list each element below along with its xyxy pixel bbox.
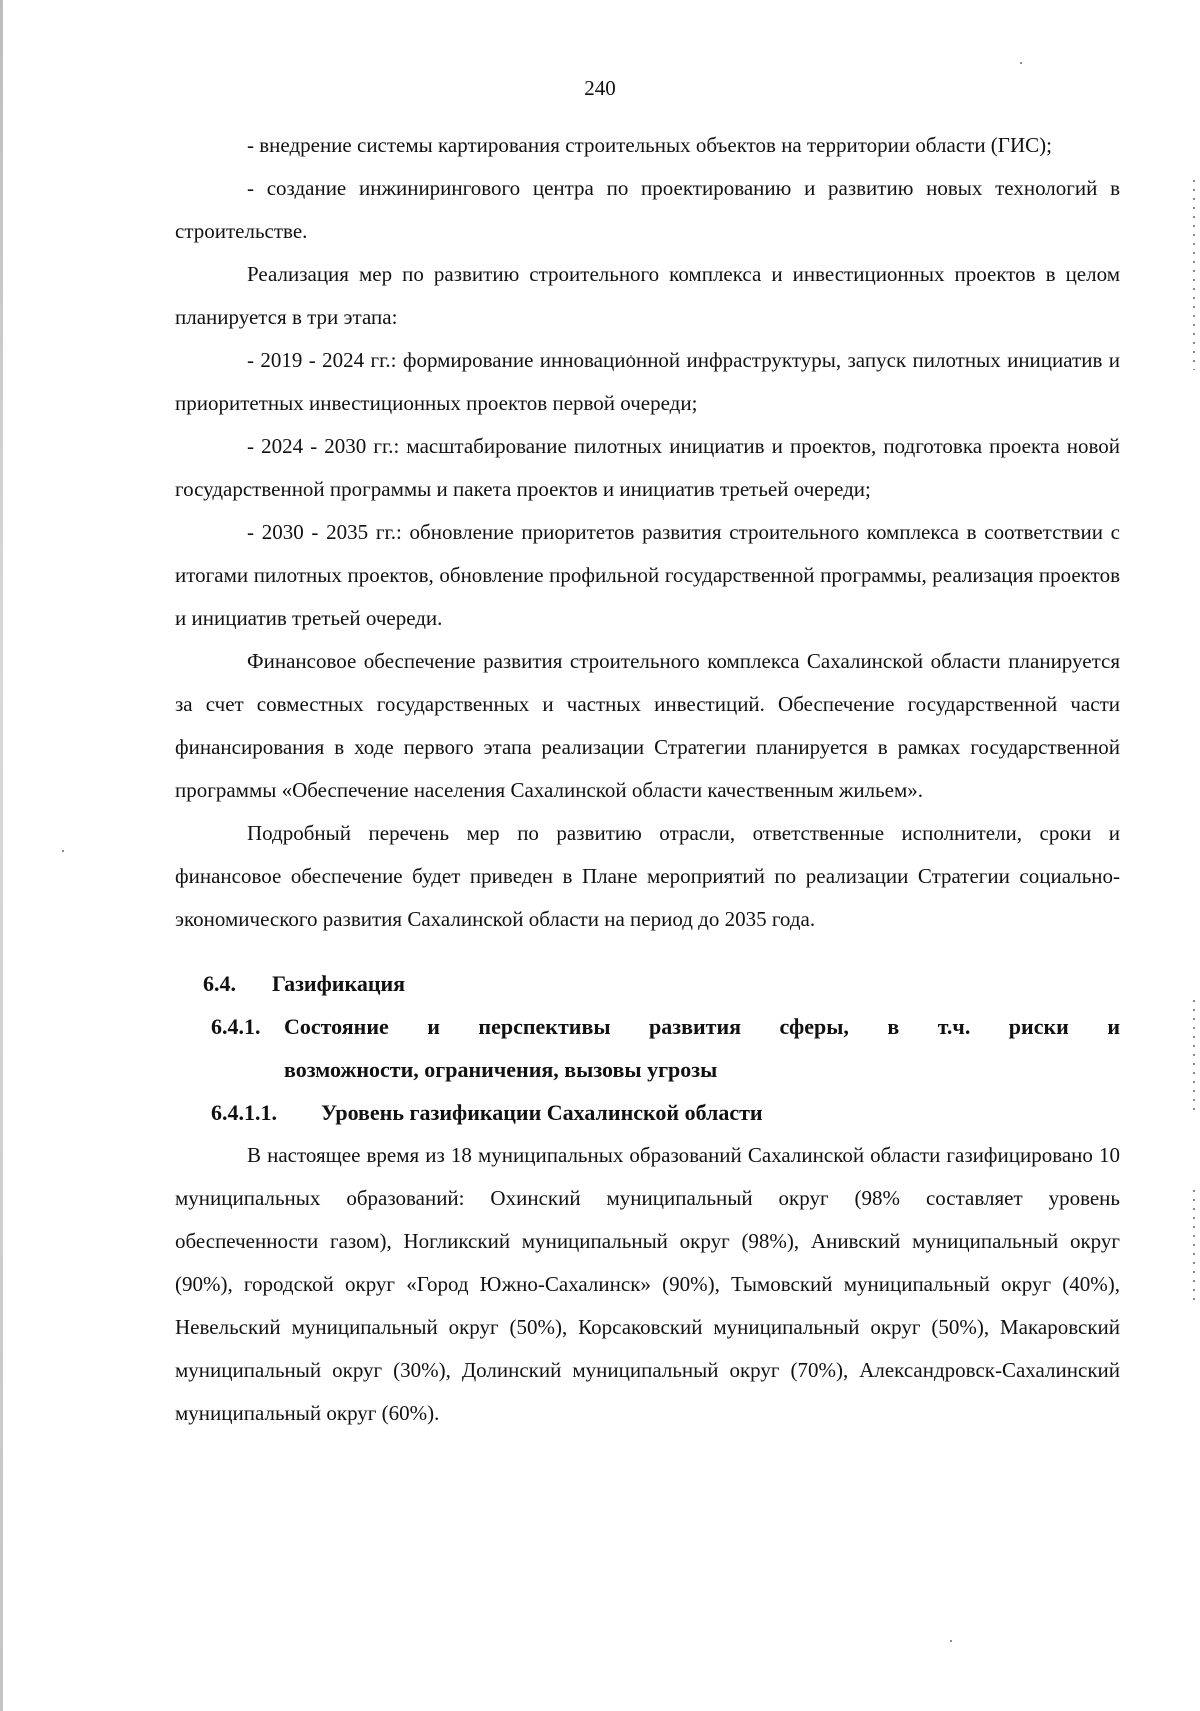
scan-speck: [950, 1640, 952, 1642]
subsubsection-heading: [175, 1091, 1120, 1134]
subsubsection-title: Уровень газификации Сахалинской области: [321, 1100, 763, 1125]
subsection-title-line1: Состояние и перспективы развития сферы, в т.ч. риски и: [284, 1014, 1120, 1039]
subsubsection-number: 6.4.1.1.: [211, 1100, 277, 1125]
paragraph: - внедрение системы картирования строительных объектов на территории области (ГИС);: [247, 133, 1052, 157]
paragraph: - 2024 - 2030 гг.: масштабирование пилотных инициатив и проектов, подготовка проекта новой государственной программы и пакета проектов и инициатив третьей очереди;: [175, 434, 1120, 501]
section-heading: [175, 962, 1120, 1005]
subsection-number: 6.4.1.: [211, 1014, 261, 1039]
paragraph: Финансовое обеспечение развития строительного комплекса Сахалинской области планируется за счет совместных государственных и частных инвестиций. Обеспечение государственной части финансирования в ходе первого этапа реализации Стратегии планируется в рамках государственной программы «Обеспечение населения Сахалинской области качественным жильем».: [175, 649, 1120, 802]
page-number: 240: [584, 76, 616, 100]
scan-dots-right-1: [1193, 180, 1195, 370]
scan-edge: [0, 0, 3, 1711]
document-body: [175, 124, 1120, 1435]
paragraph: Реализация мер по развитию строительного комплекса и инвестиционных проектов в целом планируется в три этапа:: [175, 262, 1120, 329]
scan-dots-right-3: [1193, 1190, 1195, 1300]
scan-dots-right-2: [1193, 1000, 1195, 1110]
paragraph: Подробный перечень мер по развитию отрасли, ответственные исполнители, сроки и финансовое обеспечение будет приведен в Плане мероприятий по реализации Стратегии социально-экономического развития Сахалинской области на период до 2035 года.: [175, 821, 1120, 931]
scan-speck: [62, 850, 64, 852]
section-number: 6.4.: [203, 971, 236, 996]
paragraph: - 2019 - 2024 гг.: формирование инновационной инфраструктуры, запуск пилотных инициатив и приоритетных инвестиционных проектов первой очереди;: [175, 348, 1120, 415]
subsection-heading: [175, 1005, 1120, 1048]
paragraph: - 2030 - 2035 гг.: обновление приоритетов развития строительного комплекса в соответствии с итогами пилотных проектов, обновление профильной государственной программы, реализация проектов и инициатив третьей очереди.: [175, 520, 1120, 630]
paragraph: В настоящее время из 18 муниципальных образований Сахалинской области газифицировано 10 муниципальных образований: Охинский муниципальный округ (98% составляет уровень обеспеченности газом), Ногликский муниципальный округ (98%), Анивский муниципальный округ (90%), городской округ «Город Южно-Сахалинск» (90%), Тымовский муниципальный округ (40%), Невельский муниципальный округ (50%), Корсаковский муниципальный округ (50%), Макаровский муниципальный округ (30%), Долинский муниципальный округ (70%), Александровск-Сахалинский муниципальный округ (60%).: [175, 1143, 1120, 1425]
section-title: Газификация: [272, 971, 406, 996]
subsection-heading-continued: [175, 1048, 1120, 1091]
subsection-title-line2: возможности, ограничения, вызовы угрозы: [284, 1057, 718, 1082]
paragraph: - создание инжинирингового центра по проектированию и развитию новых технологий в строительстве.: [175, 176, 1120, 243]
scan-speck: [1020, 62, 1022, 64]
